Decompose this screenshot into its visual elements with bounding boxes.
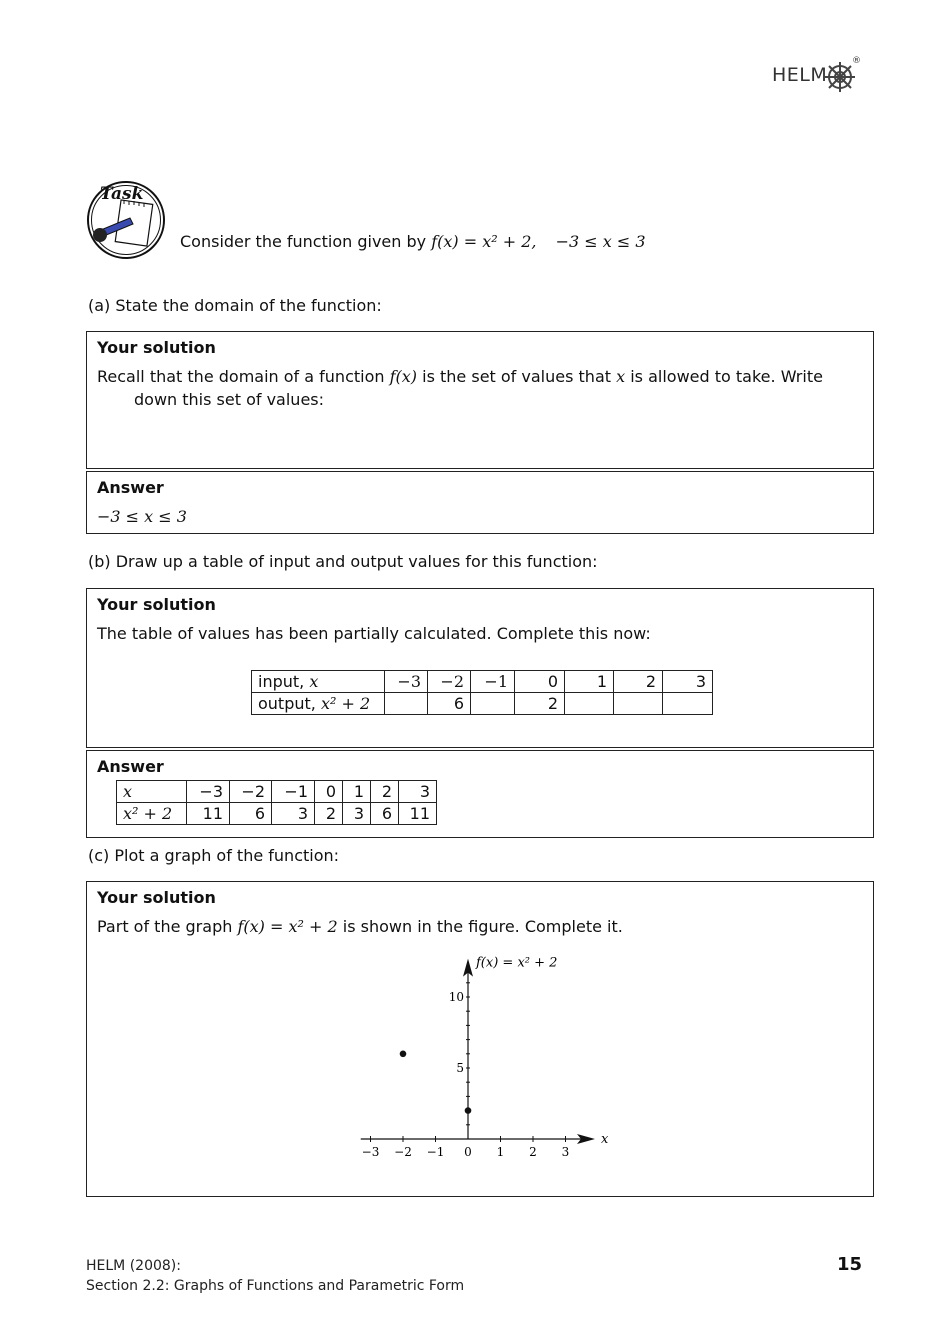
- solution-title: Your solution: [97, 888, 216, 907]
- footer: [86, 1256, 464, 1296]
- table-row: output, x² + 2 6 2: [252, 693, 713, 715]
- x-tick-label: −2: [394, 1145, 412, 1159]
- data-point: [465, 1107, 472, 1114]
- y-tick-label: 10: [448, 990, 464, 1004]
- solution-text: The table of values has been partially calculated. Complete this now:: [97, 624, 651, 643]
- x-tick-label: 1: [496, 1145, 505, 1159]
- task-badge-label: Task: [100, 184, 144, 204]
- answer-title: Answer: [97, 478, 164, 497]
- graph-ticks: [362, 983, 570, 1159]
- solution-text: Part of the graph f(x) = x² + 2 is shown in the figure. Complete it.: [97, 917, 623, 936]
- x-tick-label: −3: [361, 1145, 380, 1159]
- x-tick-label: −1: [426, 1145, 445, 1159]
- helm-logo-text: HELM: [772, 64, 828, 86]
- data-point: [400, 1051, 407, 1058]
- x-tick-label: 3: [561, 1145, 570, 1159]
- task-intro: Consider the function given by f(x) = x² + 2, −3 ≤ x ≤ 3: [180, 232, 646, 251]
- x-tick-label: 0: [464, 1145, 472, 1159]
- part-a-question: (a) State the domain of the function:: [88, 296, 382, 315]
- part-b-question: (b) Draw up a table of input and output values for this function:: [88, 552, 598, 571]
- table-row: x² + 2 11 6 3 2 3 6 11: [117, 803, 437, 825]
- footer-section: Section 2.2: Graphs of Functions and Parametric Form: [86, 1278, 465, 1294]
- table-row: x −3 −2 −1 0 1 2 3: [117, 781, 437, 803]
- solution-text: Recall that the domain of a function f(x) is the set of values that x is allowed to take. Write down this set of values:: [97, 367, 823, 409]
- registered-mark: ®: [852, 56, 861, 66]
- answer-value: −3 ≤ x ≤ 3: [97, 507, 187, 526]
- page-number: 15: [836, 1254, 862, 1275]
- graph-axes: [361, 959, 595, 1144]
- answer-title: Answer: [97, 757, 164, 776]
- x-tick-label: 2: [529, 1145, 537, 1159]
- graph-points: [400, 1051, 472, 1114]
- table-row: input, x −3 −2 −1 0 1 2 3: [252, 671, 713, 693]
- graph-y-axis-label: f(x) = x² + 2: [476, 955, 558, 971]
- footer-source: HELM (2008):: [86, 1258, 181, 1274]
- y-tick-label: 5: [456, 1061, 464, 1075]
- solution-title: Your solution: [97, 338, 216, 357]
- graph-x-axis-label: x: [601, 1132, 609, 1147]
- solution-title: Your solution: [97, 595, 216, 614]
- part-c-question: (c) Plot a graph of the function:: [88, 846, 340, 865]
